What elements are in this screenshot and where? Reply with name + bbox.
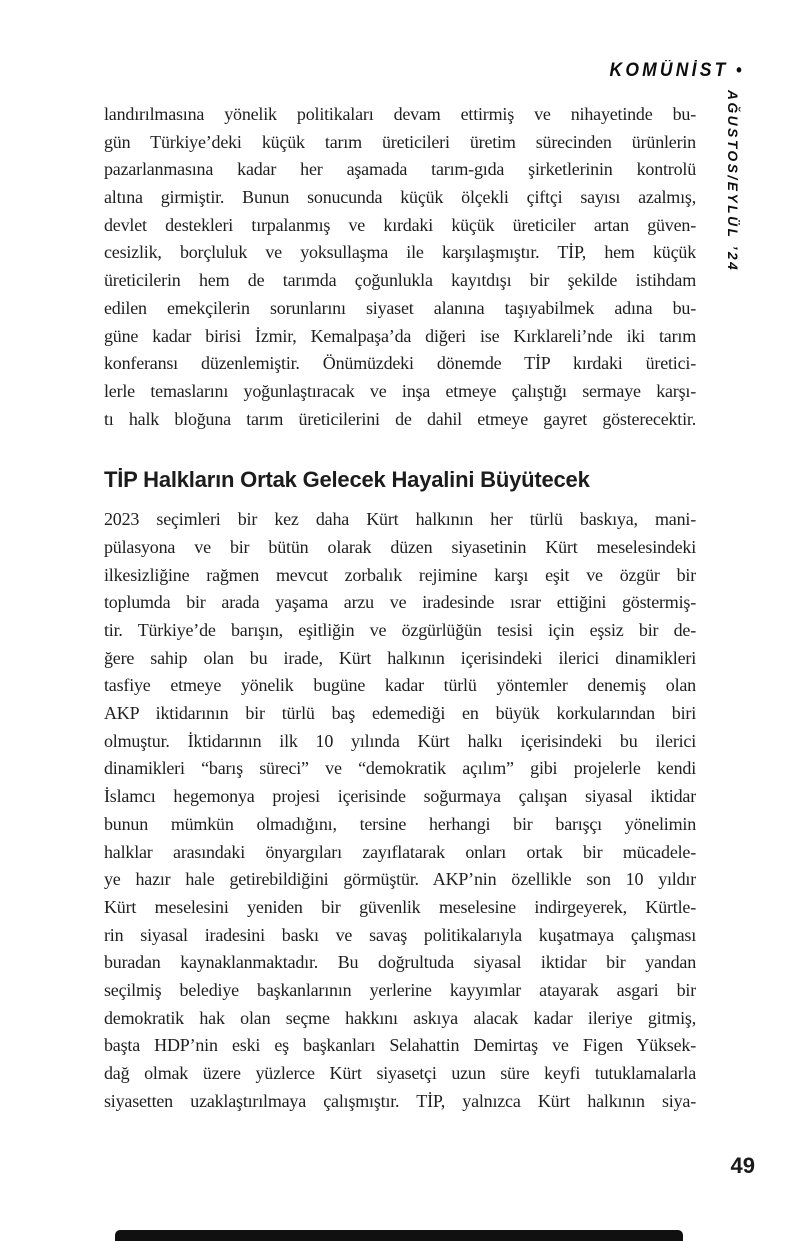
article-body <box>104 101 696 1115</box>
body-text-line: altına girmiştir. Bunun sonucunda küçük ölçekli çiftçi sayısı azalmış, <box>104 187 696 208</box>
body-text-line: ye hazır hale getirebildiğini görmüştür. AKP’nin özellikle son 10 yıldır <box>104 869 696 890</box>
body-text-line: Kürt meselesini yeniden bir güvenlik meselesine indirgeyerek, Kürtle- <box>104 896 696 917</box>
masthead-bullet-icon: • <box>736 60 742 80</box>
body-text-line: bunun mümkün olmadığını, tersine herhangi bir barışçı yönelimin <box>104 813 696 834</box>
body-text-line: ilkesizliğine rağmen mevcut zorbalık rejimine karşı eşit ve özgür bir <box>104 564 696 585</box>
body-text-line: cesizlik, borçluluk ve yoksullaşma ile karşılaşmıştır. TİP, hem küçük <box>104 242 696 263</box>
body-text-line: dinamikleri “barış süreci” ve “demokratik açılım” gibi projelerle kendi <box>104 758 696 779</box>
body-text-line: pazarlanmasına kadar her aşamada tarım-gıda şirketlerinin kontrolü <box>104 159 696 180</box>
paragraph-1 <box>104 101 696 433</box>
body-text-line: rin siyasal iradesini baskı ve savaş politikalarıyla kuşatmaya çalışması <box>104 924 696 945</box>
body-text-line: tasfiye etmeye yönelik bugüne kadar türlü yöntemler denemiş olan <box>104 675 696 696</box>
body-text-line: toplumda bir arada yaşama arzu ve iradesinde ısrar ettiğini göstermiş- <box>104 592 696 613</box>
body-text-line: halklar arasındaki önyargıları zayıflatarak onları ortak bir mücadele- <box>104 841 696 862</box>
body-text-line: gün Türkiye’deki küçük tarım üreticileri üretim sürecinden ürünlerin <box>104 131 696 152</box>
body-text-line: siyasetten uzaklaştırılmaya çalışmıştır. TİP, yalnızca Kürt halkının siya- <box>104 1090 696 1111</box>
body-text-line: seçilmiş belediye başkanlarının yerlerine kayyımlar atayarak asgari bir <box>104 979 696 1000</box>
issue-date-vertical: AĞUSTOS/EYLÜL ’24 <box>725 90 741 273</box>
body-text-line: AKP iktidarının bir türlü baş edemediği en büyük korkularından biri <box>104 703 696 724</box>
body-text-line: landırılmasına yönelik politikaları devam ettirmiş ve nihayetinde bu- <box>104 104 696 124</box>
body-text-line: üreticilerin hem de tarımda çoğunlukla kayıtdışı bir şekilde istihdam <box>104 270 696 291</box>
paragraph-2 <box>104 506 696 1115</box>
body-text-line: dağ olmak üzere yüzlerce Kürt siyasetçi uzun süre keyfi tutuklamalarla <box>104 1063 696 1083</box>
body-text-line: devlet destekleri tırpalanmış ve kırdaki küçük üreticiler artan güven- <box>104 214 696 235</box>
body-text-line: konferansı düzenlemiştir. Önümüzdeki dönemde TİP kırdaki üretici- <box>104 353 696 374</box>
body-text-line: güne kadar birisi İzmir, Kemalpaşa’da diğeri ise Kırklareli’nde iki tarım <box>104 325 696 346</box>
page-number: 49 <box>730 1153 755 1178</box>
body-text-line: olmuştur. İktidarının ilk 10 yılında Kürt halkı içerisindeki bu ilerici <box>104 730 696 751</box>
body-text-line: pülasyona ve bir bütün olarak düzen siyasetinin Kürt meselesindeki <box>104 536 696 557</box>
masthead-title: KOMÜNİST <box>609 60 729 81</box>
body-text-line: 2023 seçimleri bir kez daha Kürt halkının her türlü baskıya, mani- <box>104 509 696 530</box>
body-text-line: demokratik hak olan seçme hakkını askıya alacak kadar ileriye gitmiş, <box>104 1007 696 1028</box>
section-heading: TİP Halkların Ortak Gelecek Hayalini Büyütecek <box>104 467 590 493</box>
body-text-line: tı halk bloğuna tarım üreticilerini de dahil etmeye gayret gösterecektir. <box>104 408 696 429</box>
body-text-line: tir. Türkiye’de barışın, eşitliğin ve özgürlüğün tesisi için eşsiz bir de- <box>104 620 696 640</box>
masthead <box>610 60 742 82</box>
body-text-line: ğere sahip olan bu irade, Kürt halkının içerisindeki ilerici dinamikleri <box>104 647 696 668</box>
body-text-line: buradan kaynaklanmaktadır. Bu doğrultuda siyasal iktidar bir yandan <box>104 952 696 973</box>
body-text-line: edilen emekçilerin sorunlarını siyaset alanına taşıyabilmek adına bu- <box>104 297 696 318</box>
footer-bar <box>115 1230 683 1241</box>
body-text-line: başta HDP’nin eski eş başkanları Selahattin Demirtaş ve Figen Yüksek- <box>104 1035 696 1056</box>
body-text-line: lerle temaslarını yoğunlaştıracak ve inşa etmeye çalıştığı sermaye karşı- <box>104 380 696 401</box>
body-text-line: İslamcı hegemonya projesi içerisinde soğurmaya çalışan siyasal iktidar <box>104 786 696 807</box>
